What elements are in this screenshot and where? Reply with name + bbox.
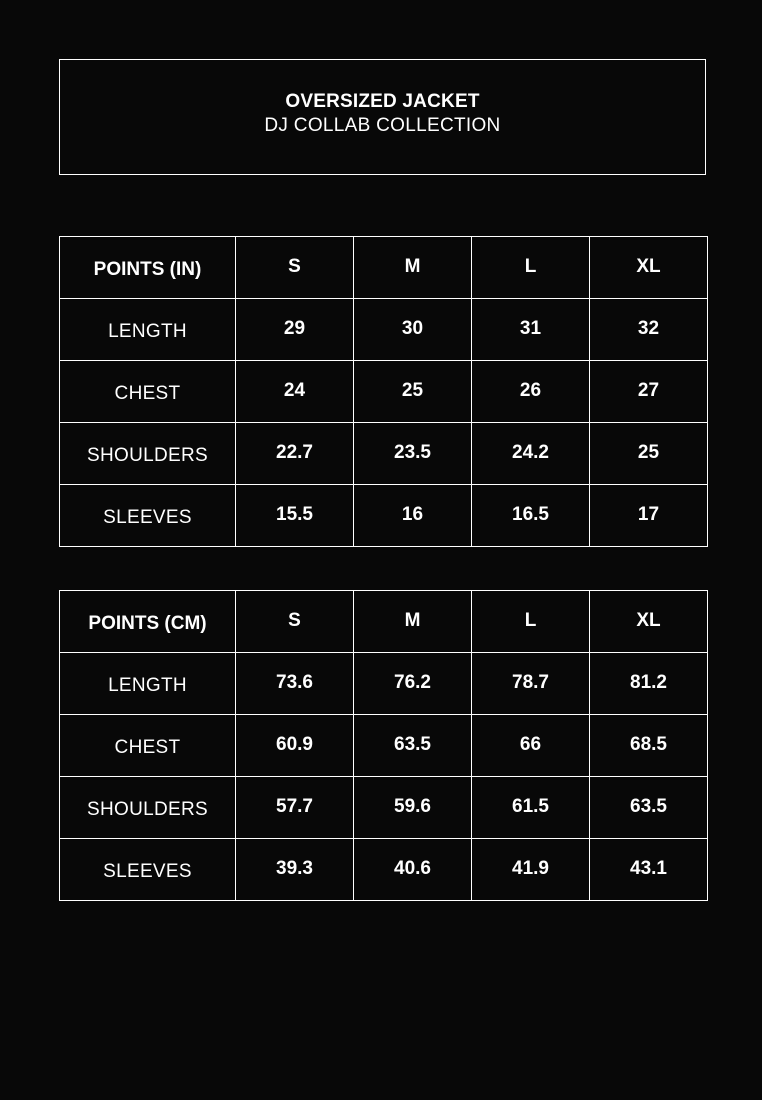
table-row — [60, 653, 708, 715]
row-label-sleeves: SLEEVES — [60, 485, 236, 547]
table-cell: 66 — [472, 715, 590, 777]
table-cell: 16 — [354, 485, 472, 547]
product-title: OVERSIZED JACKET — [285, 91, 480, 112]
table-cell: 76.2 — [354, 653, 472, 715]
size-header-s: S — [236, 591, 354, 653]
row-label-length: LENGTH — [60, 299, 236, 361]
table-row — [60, 715, 708, 777]
table-cell: 59.6 — [354, 777, 472, 839]
points-header: POINTS (IN) — [60, 237, 236, 299]
table-cell: 27 — [590, 361, 708, 423]
table-cell: 32 — [590, 299, 708, 361]
table-cell: 25 — [590, 423, 708, 485]
row-label-length: LENGTH — [60, 653, 236, 715]
row-label-shoulders: SHOULDERS — [60, 423, 236, 485]
table-cell: 39.3 — [236, 839, 354, 901]
table-row — [60, 361, 708, 423]
size-header-l: L — [472, 591, 590, 653]
table-cell: 22.7 — [236, 423, 354, 485]
table-cell: 68.5 — [590, 715, 708, 777]
table-cell: 81.2 — [590, 653, 708, 715]
table-cell: 57.7 — [236, 777, 354, 839]
size-header-m: M — [354, 591, 472, 653]
table-cell: 24.2 — [472, 423, 590, 485]
table-row — [60, 423, 708, 485]
size-header-l: L — [472, 237, 590, 299]
table-row — [60, 839, 708, 901]
table-cell: 23.5 — [354, 423, 472, 485]
table-cell: 17 — [590, 485, 708, 547]
size-header-xl: XL — [590, 591, 708, 653]
row-label-chest: CHEST — [60, 715, 236, 777]
title-box — [59, 59, 706, 175]
size-table-inches — [59, 236, 708, 547]
table-cell: 24 — [236, 361, 354, 423]
table-cell: 30 — [354, 299, 472, 361]
table-row — [60, 299, 708, 361]
table-cell: 25 — [354, 361, 472, 423]
table-cell: 41.9 — [472, 839, 590, 901]
table-cell: 73.6 — [236, 653, 354, 715]
table-cell: 26 — [472, 361, 590, 423]
table-cell: 29 — [236, 299, 354, 361]
table-cell: 63.5 — [590, 777, 708, 839]
table-cell: 31 — [472, 299, 590, 361]
row-label-chest: CHEST — [60, 361, 236, 423]
size-header-xl: XL — [590, 237, 708, 299]
size-table-centimeters — [59, 590, 708, 901]
points-header: POINTS (CM) — [60, 591, 236, 653]
table-header-row — [60, 591, 708, 653]
table-cell: 78.7 — [472, 653, 590, 715]
collection-subtitle: DJ COLLAB COLLECTION — [264, 115, 501, 136]
table-row — [60, 485, 708, 547]
row-label-shoulders: SHOULDERS — [60, 777, 236, 839]
size-header-m: M — [354, 237, 472, 299]
table-row — [60, 777, 708, 839]
table-cell: 63.5 — [354, 715, 472, 777]
table-cell: 43.1 — [590, 839, 708, 901]
table-cell: 15.5 — [236, 485, 354, 547]
table-cell: 16.5 — [472, 485, 590, 547]
table-header-row — [60, 237, 708, 299]
size-header-s: S — [236, 237, 354, 299]
table-cell: 60.9 — [236, 715, 354, 777]
table-cell: 61.5 — [472, 777, 590, 839]
table-cell: 40.6 — [354, 839, 472, 901]
row-label-sleeves: SLEEVES — [60, 839, 236, 901]
